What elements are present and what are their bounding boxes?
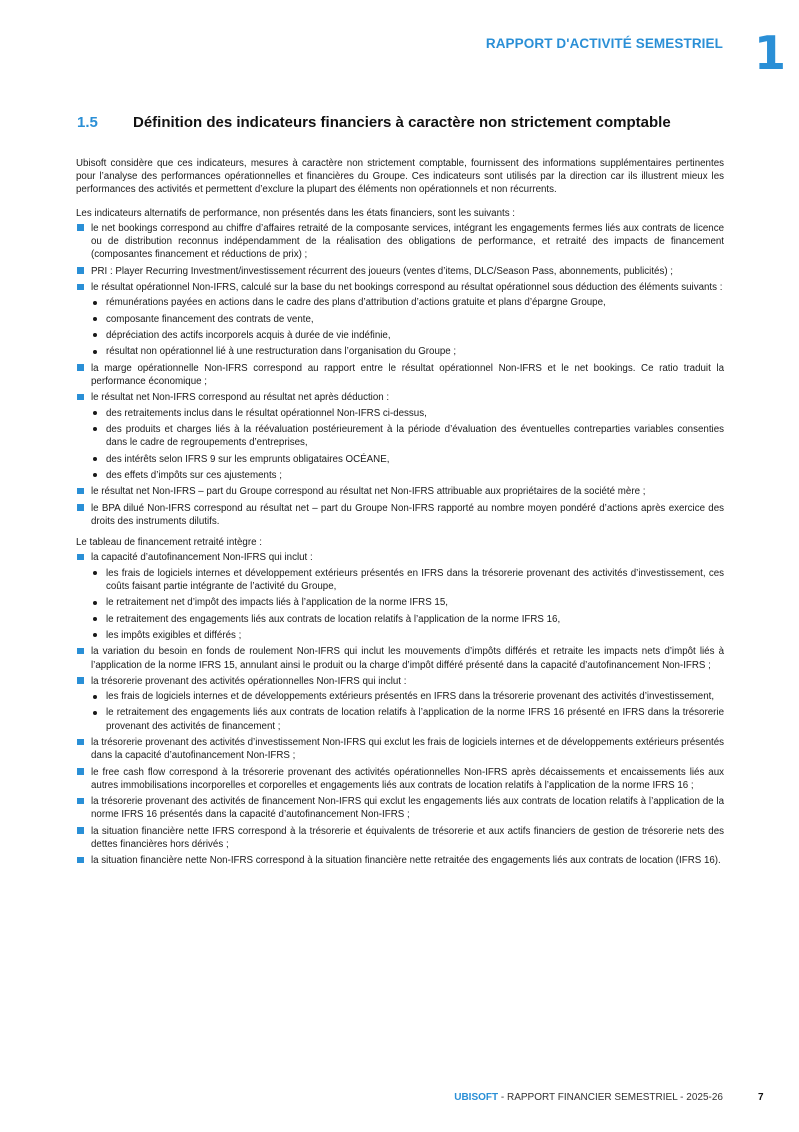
square-bullet-icon: [77, 648, 84, 655]
dot-bullet-icon: [93, 695, 97, 699]
sub-list-item-text: des retraitements inclus dans le résultat opérationnel Non-IFRS ci-dessus,: [106, 407, 427, 419]
square-bullet-icon: [77, 554, 84, 561]
square-bullet-icon: [77, 677, 84, 684]
list-item: [76, 281, 724, 359]
sub-list-item-text: les frais de logiciels internes et développement extérieurs présentés en IFRS dans la trésorerie provenant des activités d’investissement, ces coûts faisant partie intégrante de l’activité du Groupe,: [106, 567, 724, 592]
sub-list-item: [91, 296, 724, 309]
sub-list-item: [91, 613, 724, 626]
dot-bullet-icon: [93, 317, 97, 321]
chapter-number: 1: [754, 26, 787, 80]
list-item: [76, 825, 724, 851]
dot-bullet-icon: [93, 301, 97, 305]
dot-bullet-icon: [93, 411, 97, 415]
list-item: [76, 502, 724, 528]
page-content: [76, 157, 724, 876]
square-bullet-icon: [77, 364, 84, 371]
sub-list-item-text: les frais de logiciels internes et de développements extérieurs présentés en IFRS dans la trésorerie provenant des activités d’investissement,: [106, 691, 715, 703]
list-item-text: la variation du besoin en fonds de roulement Non-IFRS qui inclut les mouvements d’impôts différés et retraite les impacts nets d’impôt liés à l’application de la norme IFRS 15, annulant ainsi le produit ou la charge d’impôt différé présenté dans la capacité d’autofinancement Non-IFRS ;: [91, 646, 724, 671]
section-heading: [77, 114, 723, 131]
sub-list-item: [91, 706, 724, 732]
list-item-text: le résultat net Non-IFRS correspond au résultat net après déduction :: [91, 392, 390, 404]
sub-list: [91, 567, 724, 643]
list-item: [76, 485, 724, 498]
sub-list-item: [91, 345, 724, 358]
footer-title: [454, 1092, 723, 1103]
part2-list: [76, 551, 724, 867]
footer-report-title: - RAPPORT FINANCIER SEMESTRIEL - 2025-26: [498, 1092, 723, 1103]
list-item: [76, 265, 724, 278]
list-item: [76, 736, 724, 762]
sub-list: [91, 296, 724, 358]
dot-bullet-icon: [93, 571, 97, 575]
dot-bullet-icon: [93, 711, 97, 715]
square-bullet-icon: [77, 504, 84, 511]
dot-bullet-icon: [93, 633, 97, 637]
square-bullet-icon: [77, 224, 84, 231]
square-bullet-icon: [77, 857, 84, 864]
dot-bullet-icon: [93, 350, 97, 354]
sub-list-item: [91, 629, 724, 642]
sub-list-item-text: le retraitement net d’impôt des impacts liés à l’application de la norme IFRS 15,: [106, 597, 448, 609]
sub-list-item: [91, 313, 724, 326]
sub-list-item-text: des produits et charges liés à la réévaluation postérieurement à la période d’évaluation des éventuelles contreparties variables consenties dans le cadre de regroupements d’entreprises,: [106, 423, 724, 449]
list-item-text: PRI : Player Recurring Investment/investissement récurrent des joueurs (ventes d’items, DLC/Season Pass, abonnements, publicités) ;: [91, 265, 674, 277]
list-item-text: la trésorerie provenant des activités d’investissement Non-IFRS qui exclut les frais de logiciels internes et de développements extérieurs présentés dans la capacité d’autofinancement Non-IFRS ;: [91, 737, 724, 762]
sub-list-item: [91, 423, 724, 449]
sub-list-item: [91, 567, 724, 593]
list-item-text: la trésorerie provenant des activités opérationnelles Non-IFRS qui inclut :: [91, 675, 407, 687]
sub-list-item-text: les impôts exigibles et différés ;: [106, 629, 242, 641]
list-item-text: le free cash flow correspond à la trésorerie provenant des activités opérationnelles Non-IFRS après décaissements et encaissements liés aux autres immobilisations incorporelles et corporelles et engagements liés aux contrats de location relatifs à l’application de la norme IFRS 16 ;: [91, 766, 724, 791]
dot-bullet-icon: [93, 333, 97, 337]
dot-bullet-icon: [93, 427, 97, 431]
part1-lead: Les indicateurs alternatifs de performance, non présentés dans les états financiers, sont les suivants :: [76, 207, 515, 219]
list-item: [76, 766, 724, 792]
list-item-text: la situation financière nette IFRS correspond à la trésorerie et équivalents de trésorerie et aux actifs financiers de gestion de trésorerie nets des dettes financières hors dérivés ;: [91, 825, 724, 851]
part2-lead: Le tableau de financement retraité intègre :: [76, 537, 262, 549]
page-number: 7: [758, 1092, 764, 1103]
square-bullet-icon: [77, 488, 84, 495]
list-item: [76, 795, 724, 821]
list-item: [76, 362, 724, 388]
sub-list-item: [91, 407, 724, 420]
sub-list-item-text: résultat non opérationnel lié à une restructuration dans l’organisation du Groupe ;: [106, 346, 457, 358]
square-bullet-icon: [77, 827, 84, 834]
part1-list: [76, 222, 724, 528]
list-item: [76, 675, 724, 733]
sub-list-item: [91, 690, 724, 703]
list-item-text: le résultat opérationnel Non-IFRS, calculé sur la base du net bookings correspond au résultat opérationnel sous déduction des éléments suivants :: [91, 282, 723, 293]
list-item: [76, 391, 724, 482]
dot-bullet-icon: [93, 473, 97, 477]
sub-list-item-text: le retraitement des engagements liés aux contrats de location relatifs à l’application de la norme IFRS 16,: [106, 613, 561, 625]
list-item: [76, 551, 724, 642]
list-item-text: la situation financière nette Non-IFRS correspond à la situation financière nette retraitée des engagements liés aux contrats de location (IFRS 16).: [91, 855, 721, 867]
list-item-text: la marge opérationnelle Non-IFRS correspond au rapport entre le résultat opérationnel Non-IFRS et le net bookings. Ce ratio traduit la performance économique ;: [91, 362, 724, 387]
sub-list-item-text: dépréciation des actifs incorporels acquis à durée de vie indéfinie,: [106, 329, 391, 341]
sub-list-item-text: rémunérations payées en actions dans le cadre des plans d’attribution d’actions gratuite et plans d’épargne Groupe,: [106, 297, 606, 309]
section-number: 1.5: [77, 114, 98, 131]
square-bullet-icon: [77, 768, 84, 775]
sub-list-item: [91, 453, 724, 466]
sub-list-item: [91, 596, 724, 609]
list-item-text: le net bookings correspond au chiffre d’affaires retraité de la composante services, intégrant les engagements fermes liés aux contrats de licence ou de distribution reconnus indépendamment de la réalisation des obligations de performance, et retraité des impacts de financement (composantes financement et réductions de prix) ;: [91, 222, 724, 261]
square-bullet-icon: [77, 284, 84, 291]
list-item-text: le résultat net Non-IFRS – part du Groupe correspond au résultat net Non-IFRS attribuable aux propriétaires de la société mère ;: [91, 486, 646, 498]
dot-bullet-icon: [93, 457, 97, 461]
dot-bullet-icon: [93, 601, 97, 605]
list-item-text: la trésorerie provenant des activités de financement Non-IFRS qui exclut les engagements liés aux contrats de location relatifs à l’application de la norme IFRS 16 présentés dans la capacité d’autofinancement Non-IFRS ;: [91, 796, 724, 821]
footer-brand: UBISOFT: [454, 1092, 499, 1103]
list-item-text: la capacité d’autofinancement Non-IFRS qui inclut :: [91, 552, 313, 564]
list-item: [76, 222, 724, 262]
running-header: RAPPORT D'ACTIVITÉ SEMESTRIEL: [485, 36, 723, 51]
square-bullet-icon: [77, 394, 84, 401]
sub-list-item: [91, 469, 724, 482]
list-item: [76, 854, 724, 867]
intro-paragraph: Ubisoft considère que ces indicateurs, mesures à caractère non strictement comptable, fournissent des informations supplémentaires pertinentes pour l’analyse des performances opérationnelles et financières du Groupe. Ces indicateurs sont utilisés par la direction car ils illustrent mieux les performances des activités et permettent d’exclure la plupart des éléments non opérationnels et non récurrents.: [76, 158, 724, 196]
list-item-text: le BPA dilué Non-IFRS correspond au résultat net – part du Groupe Non-IFRS rapporté au nombre moyen pondéré d’actions après exercice des droits des instruments dilutifs.: [91, 502, 724, 527]
sub-list-item-text: des intérêts selon IFRS 9 sur les emprunts obligataires OCÉANE,: [106, 453, 390, 465]
list-item: [76, 645, 724, 671]
sub-list-item-text: des effets d’impôts sur ces ajustements ;: [106, 469, 282, 481]
sub-list: [91, 407, 724, 483]
sub-list-item-text: composante financement des contrats de vente,: [106, 313, 314, 325]
section-title: Définition des indicateurs financiers à caractère non strictement comptable: [133, 114, 671, 131]
sub-list-item: [91, 329, 724, 342]
sub-list: [91, 690, 724, 733]
square-bullet-icon: [77, 267, 84, 274]
square-bullet-icon: [77, 739, 84, 746]
sub-list-item-text: le retraitement des engagements liés aux contrats de location relatifs à l’application de la norme IFRS 16 présenté en IFRS dans la trésorerie provenant des activités de financement ;: [106, 707, 724, 732]
dot-bullet-icon: [93, 617, 97, 621]
square-bullet-icon: [77, 798, 84, 805]
